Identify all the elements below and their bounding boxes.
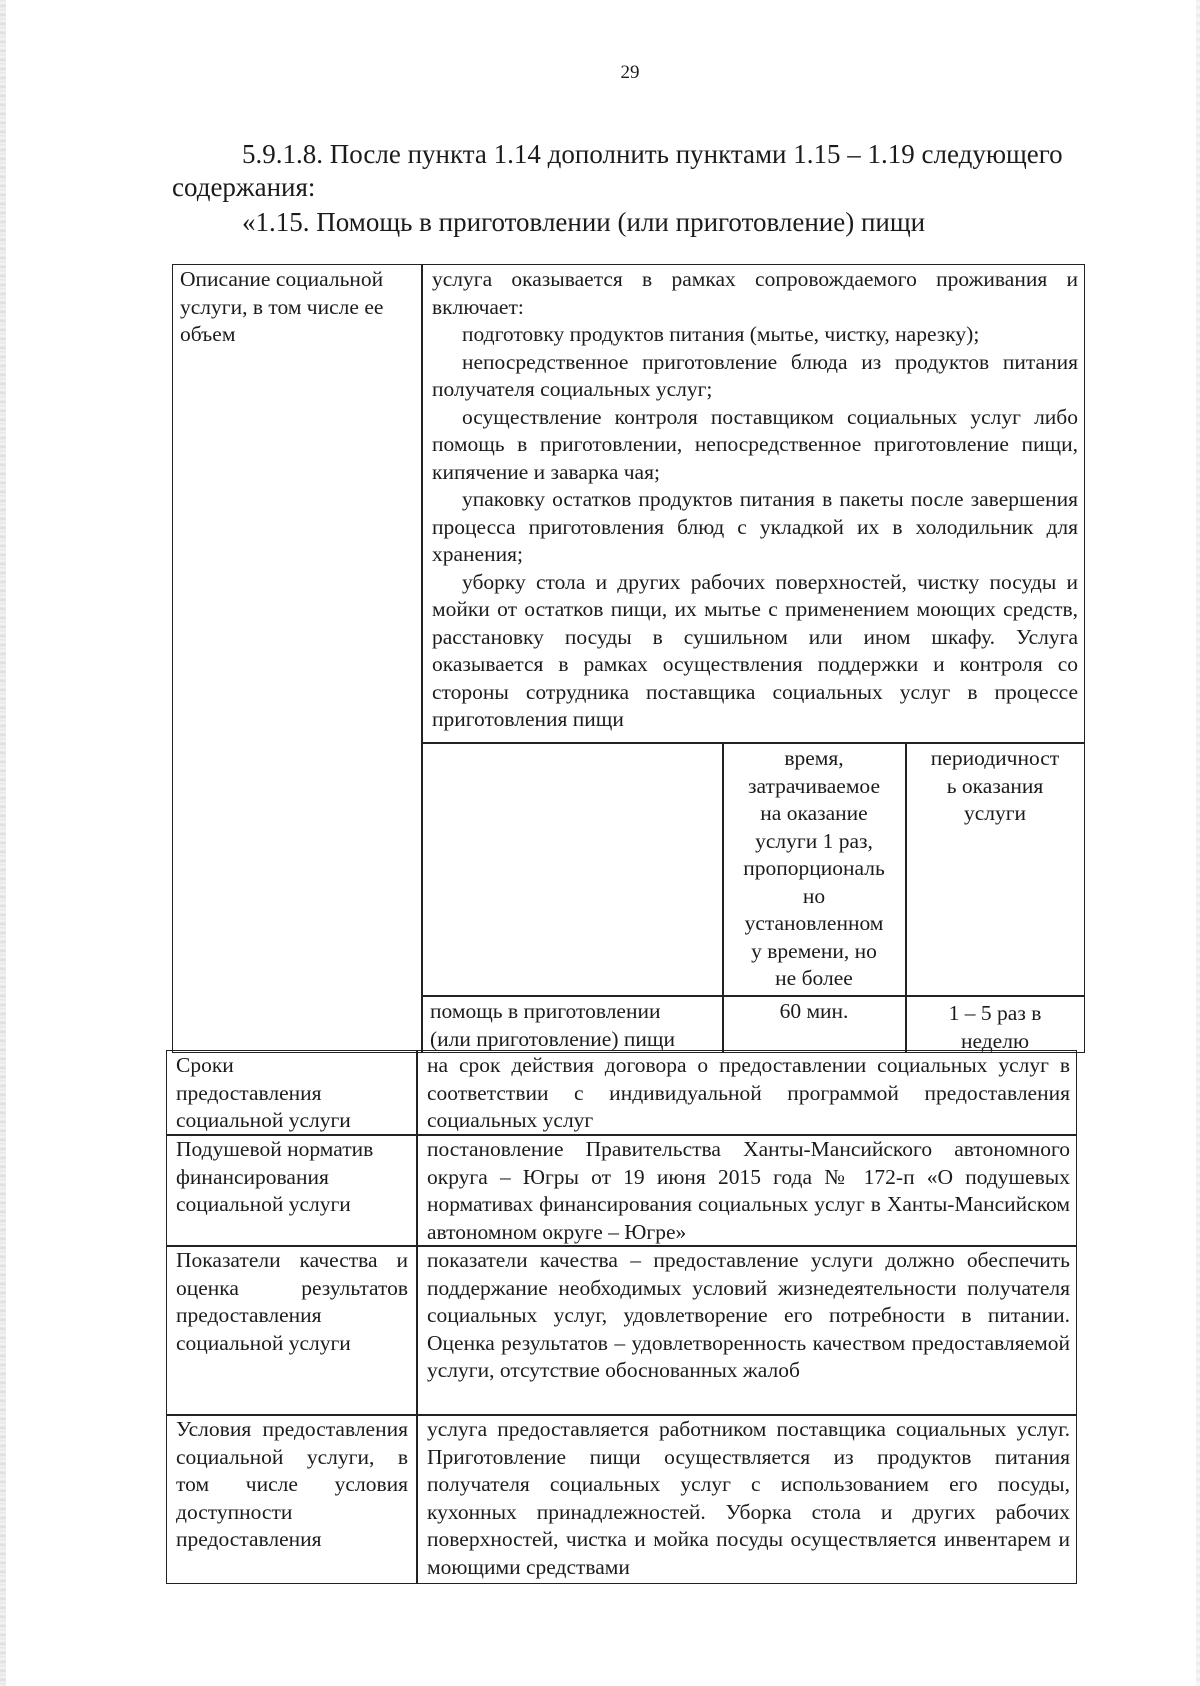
scan-edge-left: [0, 0, 6, 1686]
amendment-line-1: 5.9.1.8. После пункта 1.14 дополнить пунктами 1.15 – 1.19 следующего: [242, 139, 1063, 169]
amendment-intro: [172, 138, 1092, 239]
subtable-time-value: 60 мин.: [779, 999, 849, 1023]
quality-label: Показатели качества и оценка результатов предоставления социальной услуги: [176, 1248, 408, 1355]
description-item: осуществление контроля поставщиком социальных услуг либо помощь в приготовлении, непосредственное приготовление пищи, кипячение и заварка чая;: [432, 404, 1078, 484]
terms-label: Сроки предоставления социальной услуги: [176, 1053, 351, 1132]
description-text: [432, 266, 1078, 734]
description-item: подготовку продуктов питания (мытье, чистку, нарезку);: [462, 322, 980, 346]
subtable-period-value: 1 – 5 раз в неделю: [948, 1001, 1042, 1053]
norm-value: постановление Правительства Ханты-Мансийского автономного округа – Югры от 19 июня 2015 года № 172-п «О подушевых нормативах финансирования социальных услуг в Ханты-Мансийском автономном округе – Югре»: [427, 1137, 1070, 1244]
lower-column-divider: [416, 1050, 418, 1584]
subtable-period-header: периодичност ь оказания услуги: [930, 746, 1060, 825]
subtable-top-border: [421, 742, 1085, 744]
subtable-header-bottom: [421, 995, 1085, 997]
description-label: Описание социальной услуги, в том числе ее объем: [180, 267, 384, 346]
description-item: непосредственное приготовление блюда из продуктов питания получателя социальных услуг;: [432, 349, 1078, 401]
section-heading: «1.15. Помощь в приготовлении (или приготовление) пищи: [242, 207, 926, 237]
amendment-line-2: содержания:: [172, 172, 316, 202]
description-item: упаковку остатков продуктов питания в пакеты после завершения процесса приготовления блюд с укладкой их в холодильник для хранения;: [432, 487, 1078, 566]
quality-value: показатели качества – предоставление услуги должно обеспечить поддержание необходимых условий жизнедеятельности получателя социальных услуг, удовлетворение его потребности в питании. Оценка результатов – удовлетворенность качеством предоставляемой услуги, отсутствие обоснованных жалоб: [427, 1248, 1070, 1382]
description-item: уборку стола и других рабочих поверхностей, чистку посуды и мойки от остатков пищи, их мытье с применением моющих средств, расстановку посуды в сушильном или ином шкафу. Услуга оказывается в рамках осуществления поддержки и контроля со стороны сотрудника поставщика социальных услуг в процессе приготовления пищи: [432, 569, 1078, 731]
norm-label: Подушевой норматив финансирования социальной услуги: [176, 1137, 374, 1216]
scan-edge-right: [1196, 0, 1200, 1686]
subtable-service-name: помощь в приготовлении (или приготовление) пищи: [430, 999, 675, 1051]
conditions-value: услуга предоставляется работником поставщика социальных услуг. Приготовление пищи осуществляется из продуктов питания получателя социальных услуг с использованием его посуды, кухонных принадлежностей. Уборка стола и других рабочих поверхностей, чистка и мойка посуды осуществляется инвентарем и моющими средствами: [427, 1417, 1070, 1579]
description-intro: услуга оказывается в рамках сопровождаемого проживания и включает:: [432, 267, 1078, 319]
description-column-divider: [421, 264, 423, 1053]
conditions-label: Условия предоставления социальной услуги, в том числе условия доступности предоставления: [176, 1417, 408, 1551]
page-number: 29: [620, 62, 640, 83]
subtable-time-header: время, затрачиваемое на оказание услуги 1 раз, пропорциональ но установленном у времени, но не более: [743, 746, 885, 990]
terms-value: на срок действия договора о предоставлении социальных услуг в соответствии с индивидуальной программой предоставления социальных услуг: [427, 1053, 1070, 1132]
